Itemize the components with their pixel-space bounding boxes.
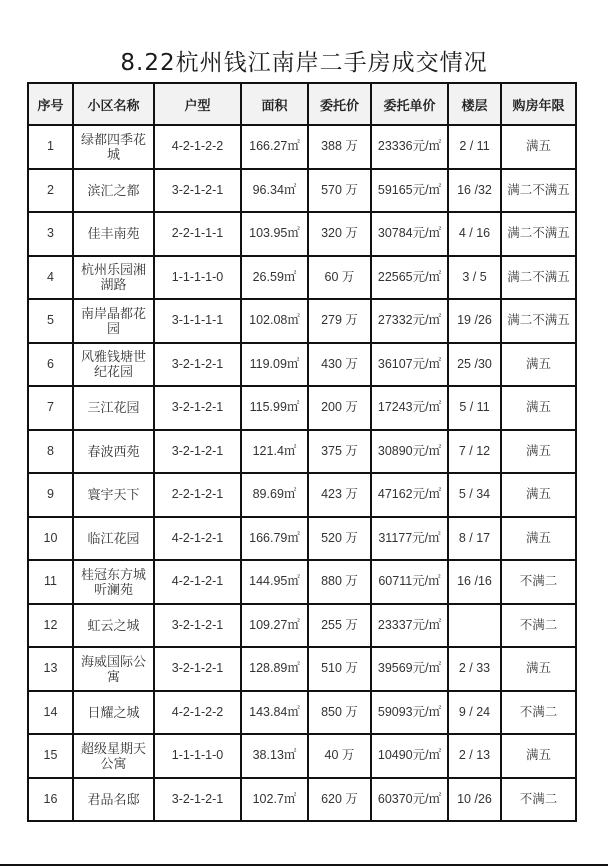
cell-unit-price: 47162元/㎡ <box>371 473 448 517</box>
transaction-table <box>27 82 577 822</box>
cell-years: 满二不满五 <box>501 256 576 300</box>
table-row <box>28 560 576 604</box>
cell-floor: 2 / 13 <box>448 734 501 778</box>
cell-name: 君品名邸 <box>73 778 154 822</box>
table-row <box>28 343 576 387</box>
cell-price: 255 万 <box>308 604 371 648</box>
cell-price: 850 万 <box>308 691 371 735</box>
cell-price: 430 万 <box>308 343 371 387</box>
cell-layout: 2-2-1-1-1 <box>154 212 241 256</box>
cell-no: 8 <box>28 430 73 474</box>
cell-price: 510 万 <box>308 647 371 691</box>
cell-name: 南岸晶都花园 <box>73 299 154 343</box>
cell-area: 26.59㎡ <box>241 256 308 300</box>
cell-name: 超级星期天公寓 <box>73 734 154 778</box>
page-title: 8.22杭州钱江南岸二手房成交情况 <box>120 50 488 76</box>
cell-floor: 9 / 24 <box>448 691 501 735</box>
cell-floor: 19 /26 <box>448 299 501 343</box>
header-layout: 户型 <box>154 83 241 125</box>
table-row <box>28 169 576 213</box>
cell-price: 423 万 <box>308 473 371 517</box>
cell-price: 279 万 <box>308 299 371 343</box>
table-row <box>28 430 576 474</box>
cell-area: 103.95㎡ <box>241 212 308 256</box>
cell-no: 10 <box>28 517 73 561</box>
cell-layout: 3-1-1-1-1 <box>154 299 241 343</box>
cell-floor: 2 / 11 <box>448 125 501 169</box>
cell-years: 不满二 <box>501 691 576 735</box>
cell-floor: 16 /32 <box>448 169 501 213</box>
table-row <box>28 691 576 735</box>
cell-layout: 4-2-1-2-2 <box>154 125 241 169</box>
cell-layout: 1-1-1-1-0 <box>154 256 241 300</box>
cell-name: 寰宇天下 <box>73 473 154 517</box>
cell-floor: 8 / 17 <box>448 517 501 561</box>
header-years: 购房年限 <box>501 83 576 125</box>
header-name: 小区名称 <box>73 83 154 125</box>
cell-years: 满二不满五 <box>501 299 576 343</box>
cell-layout: 4-2-1-2-1 <box>154 517 241 561</box>
cell-no: 5 <box>28 299 73 343</box>
cell-unit-price: 31177元/㎡ <box>371 517 448 561</box>
cell-layout: 3-2-1-2-1 <box>154 343 241 387</box>
cell-years: 满二不满五 <box>501 169 576 213</box>
cell-layout: 3-2-1-2-1 <box>154 604 241 648</box>
cell-layout: 1-1-1-1-0 <box>154 734 241 778</box>
cell-price: 40 万 <box>308 734 371 778</box>
cell-name: 虹云之城 <box>73 604 154 648</box>
cell-no: 14 <box>28 691 73 735</box>
cell-unit-price: 22565元/㎡ <box>371 256 448 300</box>
header-unit-price: 委托单价 <box>371 83 448 125</box>
cell-years: 满五 <box>501 386 576 430</box>
cell-floor: 5 / 34 <box>448 473 501 517</box>
cell-unit-price: 59093元/㎡ <box>371 691 448 735</box>
cell-area: 109.27㎡ <box>241 604 308 648</box>
cell-no: 2 <box>28 169 73 213</box>
cell-floor: 10 /26 <box>448 778 501 822</box>
cell-layout: 3-2-1-2-1 <box>154 778 241 822</box>
cell-no: 16 <box>28 778 73 822</box>
cell-area: 38.13㎡ <box>241 734 308 778</box>
cell-layout: 4-2-1-2-2 <box>154 691 241 735</box>
table-row <box>28 256 576 300</box>
cell-price: 200 万 <box>308 386 371 430</box>
cell-years: 不满二 <box>501 778 576 822</box>
table-row <box>28 778 576 822</box>
cell-area: 128.89㎡ <box>241 647 308 691</box>
cell-no: 12 <box>28 604 73 648</box>
cell-name: 三江花园 <box>73 386 154 430</box>
cell-layout: 3-2-1-2-1 <box>154 169 241 213</box>
cell-price: 320 万 <box>308 212 371 256</box>
cell-name: 桂冠东方城听澜苑 <box>73 560 154 604</box>
cell-no: 1 <box>28 125 73 169</box>
cell-layout: 4-2-1-2-1 <box>154 560 241 604</box>
cell-name: 日耀之城 <box>73 691 154 735</box>
cell-name: 临江花园 <box>73 517 154 561</box>
cell-price: 60 万 <box>308 256 371 300</box>
cell-unit-price: 59165元/㎡ <box>371 169 448 213</box>
cell-unit-price: 60711元/㎡ <box>371 560 448 604</box>
table-row <box>28 473 576 517</box>
table-row <box>28 604 576 648</box>
cell-floor <box>448 604 501 648</box>
cell-layout: 2-2-1-2-1 <box>154 473 241 517</box>
cell-unit-price: 23336元/㎡ <box>371 125 448 169</box>
cell-name: 杭州乐园湘湖路 <box>73 256 154 300</box>
cell-price: 388 万 <box>308 125 371 169</box>
cell-no: 4 <box>28 256 73 300</box>
cell-years: 不满二 <box>501 604 576 648</box>
cell-no: 9 <box>28 473 73 517</box>
cell-floor: 2 / 33 <box>448 647 501 691</box>
cell-name: 滨汇之都 <box>73 169 154 213</box>
cell-years: 满五 <box>501 473 576 517</box>
cell-years: 满五 <box>501 430 576 474</box>
cell-floor: 5 / 11 <box>448 386 501 430</box>
cell-no: 15 <box>28 734 73 778</box>
cell-no: 7 <box>28 386 73 430</box>
cell-no: 11 <box>28 560 73 604</box>
cell-floor: 4 / 16 <box>448 212 501 256</box>
cell-area: 121.4㎡ <box>241 430 308 474</box>
cell-area: 119.09㎡ <box>241 343 308 387</box>
cell-unit-price: 27332元/㎡ <box>371 299 448 343</box>
cell-unit-price: 10490元/㎡ <box>371 734 448 778</box>
cell-name: 风雅钱塘世纪花园 <box>73 343 154 387</box>
cell-layout: 3-2-1-2-1 <box>154 386 241 430</box>
cell-years: 满五 <box>501 647 576 691</box>
cell-price: 570 万 <box>308 169 371 213</box>
cell-floor: 3 / 5 <box>448 256 501 300</box>
cell-area: 166.79㎡ <box>241 517 308 561</box>
table-row <box>28 647 576 691</box>
cell-floor: 25 /30 <box>448 343 501 387</box>
cell-years: 满五 <box>501 343 576 387</box>
cell-area: 96.34㎡ <box>241 169 308 213</box>
cell-area: 102.08㎡ <box>241 299 308 343</box>
cell-name: 春波西苑 <box>73 430 154 474</box>
header-area: 面积 <box>241 83 308 125</box>
cell-years: 满二不满五 <box>501 212 576 256</box>
cell-area: 115.99㎡ <box>241 386 308 430</box>
table-row <box>28 125 576 169</box>
cell-unit-price: 30784元/㎡ <box>371 212 448 256</box>
cell-area: 89.69㎡ <box>241 473 308 517</box>
table-row <box>28 734 576 778</box>
cell-floor: 16 /16 <box>448 560 501 604</box>
cell-unit-price: 39569元/㎡ <box>371 647 448 691</box>
table-row <box>28 212 576 256</box>
cell-years: 满五 <box>501 125 576 169</box>
cell-no: 6 <box>28 343 73 387</box>
cell-name: 海威国际公寓 <box>73 647 154 691</box>
cell-years: 满五 <box>501 517 576 561</box>
cell-area: 143.84㎡ <box>241 691 308 735</box>
cell-years: 不满二 <box>501 560 576 604</box>
cell-unit-price: 36107元/㎡ <box>371 343 448 387</box>
cell-price: 880 万 <box>308 560 371 604</box>
table-body <box>28 125 576 821</box>
cell-area: 102.7㎡ <box>241 778 308 822</box>
table-row <box>28 517 576 561</box>
cell-years: 满五 <box>501 734 576 778</box>
header-row <box>28 83 576 125</box>
cell-area: 166.27㎡ <box>241 125 308 169</box>
cell-unit-price: 30890元/㎡ <box>371 430 448 474</box>
cell-price: 375 万 <box>308 430 371 474</box>
cell-no: 3 <box>28 212 73 256</box>
cell-price: 620 万 <box>308 778 371 822</box>
cell-name: 佳丰南苑 <box>73 212 154 256</box>
cell-unit-price: 23337元/㎡ <box>371 604 448 648</box>
cell-layout: 3-2-1-2-1 <box>154 647 241 691</box>
cell-name: 绿都四季花城 <box>73 125 154 169</box>
cell-area: 144.95㎡ <box>241 560 308 604</box>
cell-unit-price: 17243元/㎡ <box>371 386 448 430</box>
cell-no: 13 <box>28 647 73 691</box>
header-floor: 楼层 <box>448 83 501 125</box>
header-price: 委托价 <box>308 83 371 125</box>
cell-layout: 3-2-1-2-1 <box>154 430 241 474</box>
cell-floor: 7 / 12 <box>448 430 501 474</box>
cell-price: 520 万 <box>308 517 371 561</box>
header-no: 序号 <box>28 83 73 125</box>
table-row <box>28 386 576 430</box>
table-row <box>28 299 576 343</box>
cell-unit-price: 60370元/㎡ <box>371 778 448 822</box>
